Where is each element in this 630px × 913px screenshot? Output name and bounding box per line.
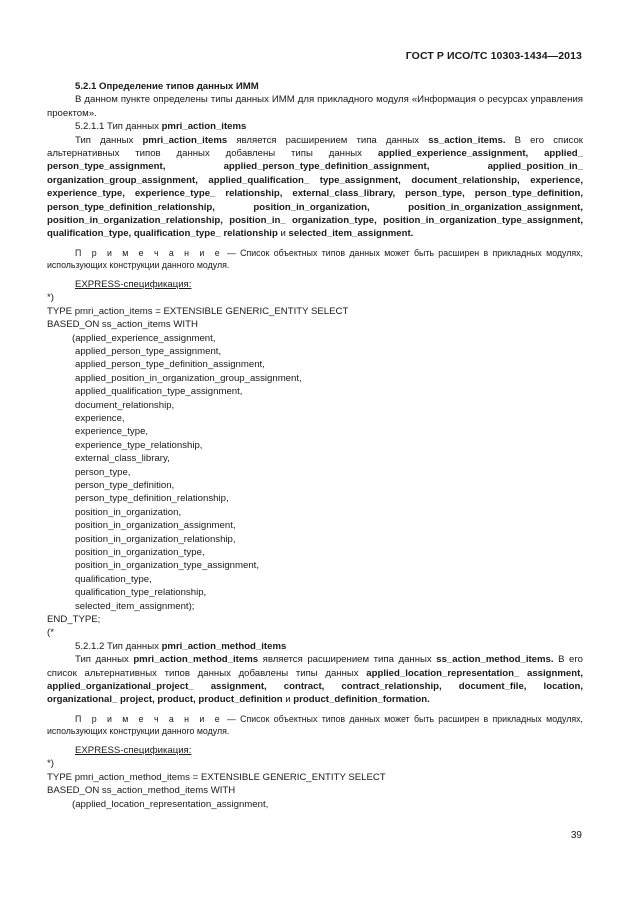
subsection-heading-5-2-1-1 bbox=[47, 120, 583, 133]
section-intro: В данном пункте определены типы данных ИММ для прикладного модуля «Информация о ресурсах управления проектом». bbox=[47, 94, 583, 119]
type-description-paragraph bbox=[47, 653, 583, 707]
code-line: *) bbox=[47, 292, 54, 304]
code-line: document_relationship, bbox=[75, 399, 175, 411]
code-line: applied_position_in_organization_group_assignment, bbox=[75, 372, 302, 384]
base-type-name: ss_action_items. bbox=[428, 134, 506, 146]
code-line: person_type, bbox=[75, 466, 131, 478]
code-line: *) bbox=[47, 758, 54, 770]
base-type-name: ss_action_method_items. bbox=[436, 654, 554, 666]
note-label: П р и м е ч а н и е bbox=[75, 713, 223, 724]
code-line: position_in_organization_relationship, bbox=[75, 533, 236, 545]
code-line: qualification_type, bbox=[75, 573, 152, 585]
note-label: П р и м е ч а н и е bbox=[75, 247, 223, 258]
heading-type-name: pmri_action_items bbox=[161, 121, 247, 133]
code-line: experience_type_relationship, bbox=[75, 439, 203, 451]
subsection-heading-5-2-1-2 bbox=[47, 640, 583, 653]
text-run: и bbox=[277, 228, 289, 240]
code-line: experience_type, bbox=[75, 426, 149, 438]
heading-prefix: 5.2.1.1 Тип данных bbox=[75, 121, 162, 133]
code-line: position_in_organization_type, bbox=[75, 547, 205, 558]
text-run: и bbox=[282, 694, 294, 706]
code-line: person_type_definition, bbox=[75, 479, 175, 491]
code-line: END_TYPE; bbox=[47, 614, 101, 626]
code-line: experience, bbox=[75, 412, 125, 424]
express-spec-label: EXPRESS-спецификация: bbox=[75, 744, 192, 756]
standard-header: ГОСТ Р ИСО/ТС 10303-1434—2013 bbox=[405, 50, 582, 62]
code-line: selected_item_assignment); bbox=[75, 600, 195, 612]
code-line: position_in_organization, bbox=[75, 506, 182, 518]
page-content bbox=[47, 80, 583, 811]
text-run: является расширением типа данных bbox=[258, 654, 437, 666]
note-text: — Список объектных типов данных может быть расширен в прикладных модулях, использующих конструкции данного модуля. bbox=[47, 247, 583, 270]
added-types-list: applied_location_representation_ assignment, applied_organizational_project_ assignment, contract, contract_relationship, document_file, location, organizational_ project, product, product_definition bbox=[47, 667, 583, 706]
heading-type-name: pmri_action_method_items bbox=[161, 640, 287, 652]
type-description-paragraph bbox=[47, 134, 583, 241]
text-run: является расширением типа данных bbox=[227, 134, 429, 146]
code-line: position_in_organization_assignment, bbox=[75, 520, 236, 532]
code-line: person_type_definition_relationship, bbox=[75, 493, 229, 505]
added-types-last: selected_item_assignment. bbox=[288, 228, 414, 240]
code-line: applied_person_type_definition_assignment, bbox=[75, 359, 265, 371]
code-line: applied_qualification_type_assignment, bbox=[75, 386, 243, 398]
heading-prefix: 5.2.1.2 Тип данных bbox=[75, 640, 162, 652]
added-types-list: applied_experience_assignment, applied_ person_type_assignment, applied_person_type_definition_assignment, applied_position_in_ organization_group_assignment, applied_qualification_ type_assignment, document_relationship, experience, experience_type, experience_type_ relationship, external_class_library, person_type, person_type_definition, person_type_definition_relationship, position_in_organization, position_in_organization_assignment, position_in_organization_relationship, position_in_ organization_type, position_in_organization_type_assignment, qualification_type, qualification_type_ relationship bbox=[47, 148, 583, 240]
code-line: qualification_type_relationship, bbox=[75, 587, 207, 599]
type-name: pmri_action_method_items bbox=[133, 654, 259, 666]
text-run: Тип данных bbox=[75, 654, 134, 666]
code-line: TYPE pmri_action_items = EXTENSIBLE GENERIC_ENTITY SELECT bbox=[47, 305, 349, 317]
text-run: В его список альтернативных типов данных добавлены типы данных bbox=[47, 134, 583, 160]
added-types-last: product_definition_formation. bbox=[293, 694, 430, 706]
page-number: 39 bbox=[570, 830, 582, 841]
code-line: external_class_library, bbox=[75, 453, 170, 465]
note-text: — Список объектных типов данных может быть расширен в прикладных модулях, использующих конструкции данного модуля. bbox=[47, 713, 583, 736]
express-spec-label: EXPRESS-спецификация: bbox=[75, 278, 192, 290]
section-heading-5-2-1: 5.2.1 Определение типов данных ИММ bbox=[75, 81, 259, 92]
code-line: position_in_organization_type_assignment, bbox=[75, 560, 260, 572]
code-line: (applied_experience_assignment, bbox=[72, 332, 216, 344]
code-line: BASED_ON ss_action_items WITH bbox=[47, 319, 198, 331]
text-run: В его список альтернативных типов данных добавлены типы данных bbox=[47, 654, 584, 679]
note-paragraph bbox=[47, 713, 583, 737]
code-line: TYPE pmri_action_method_items = EXTENSIBLE GENERIC_ENTITY SELECT bbox=[47, 771, 386, 783]
type-name: pmri_action_items bbox=[142, 134, 228, 146]
code-line: (applied_location_representation_assignment, bbox=[72, 798, 269, 810]
code-line: applied_person_type_assignment, bbox=[75, 345, 222, 357]
code-items-list bbox=[47, 345, 583, 613]
note-paragraph bbox=[47, 247, 583, 271]
text-run: Тип данных bbox=[75, 134, 143, 146]
code-line: (* bbox=[47, 627, 54, 639]
code-line: BASED_ON ss_action_method_items WITH bbox=[47, 785, 236, 797]
